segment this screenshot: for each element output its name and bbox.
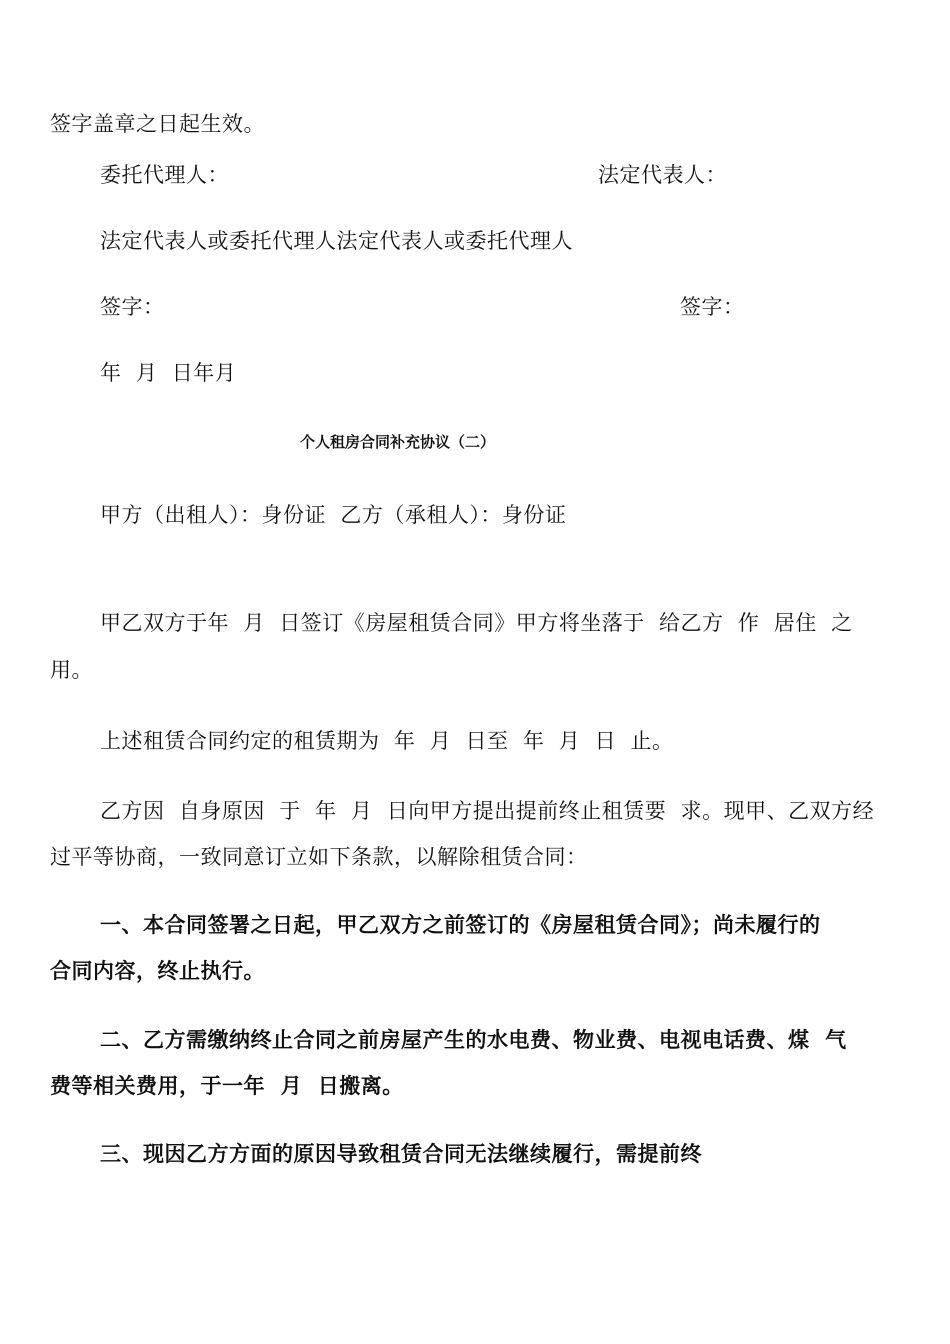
legal-rep-label: 法定代表人： [598, 163, 727, 187]
agent-label: 委托代理人： [100, 163, 229, 187]
paragraph-3-line-1: 乙方因 自身原因 于 年 月 日向甲方提出提前终止租赁要 求。现甲、乙双方经 [100, 799, 875, 823]
paragraph-3-line-2: 过平等协商，一致同意订立如下条款，以解除租赁合同： [50, 845, 588, 869]
paragraph-1-line-2: 用。 [50, 658, 93, 682]
sign-left-label: 签字： [100, 295, 165, 319]
clause-1-line-2: 合同内容，终止执行。 [50, 959, 265, 983]
agreement-title: 个人租房合同补充协议（二） [300, 433, 496, 451]
parties-line: 甲方（出租人）：身份证 乙方（承租人）：身份证 [100, 503, 567, 527]
paragraph-2: 上述租赁合同约定的租赁期为 年 月 日至 年 月 日 止。 [100, 729, 674, 753]
clause-1-line-1: 一、本合同签署之日起，甲乙双方之前签订的《房屋租赁合同》；尚未履行的 [100, 913, 821, 937]
clause-2-line-1: 二、乙方需缴纳终止合同之前房屋产生的水电费、物业费、电视电话费、煤 气 [100, 1028, 847, 1052]
clause-3-line-1: 三、现因乙方方面的原因导致租赁合同无法继续履行，需提前终 [100, 1142, 702, 1166]
paragraph-1-line-1: 甲乙双方于年 月 日签订《房屋租赁合同》甲方将坐落于 给乙方 作 居住 之 [100, 611, 853, 635]
sign-right-label: 签字： [680, 295, 745, 319]
rep-or-agent-line: 法定代表人或委托代理人法定代表人或委托代理人 [100, 229, 573, 253]
date-line: 年 月 日年月 [100, 361, 237, 385]
effective-clause-text: 签字盖章之日起生效。 [50, 112, 265, 136]
clause-2-line-2: 费等相关费用，于一年 月 日搬离。 [50, 1074, 404, 1098]
